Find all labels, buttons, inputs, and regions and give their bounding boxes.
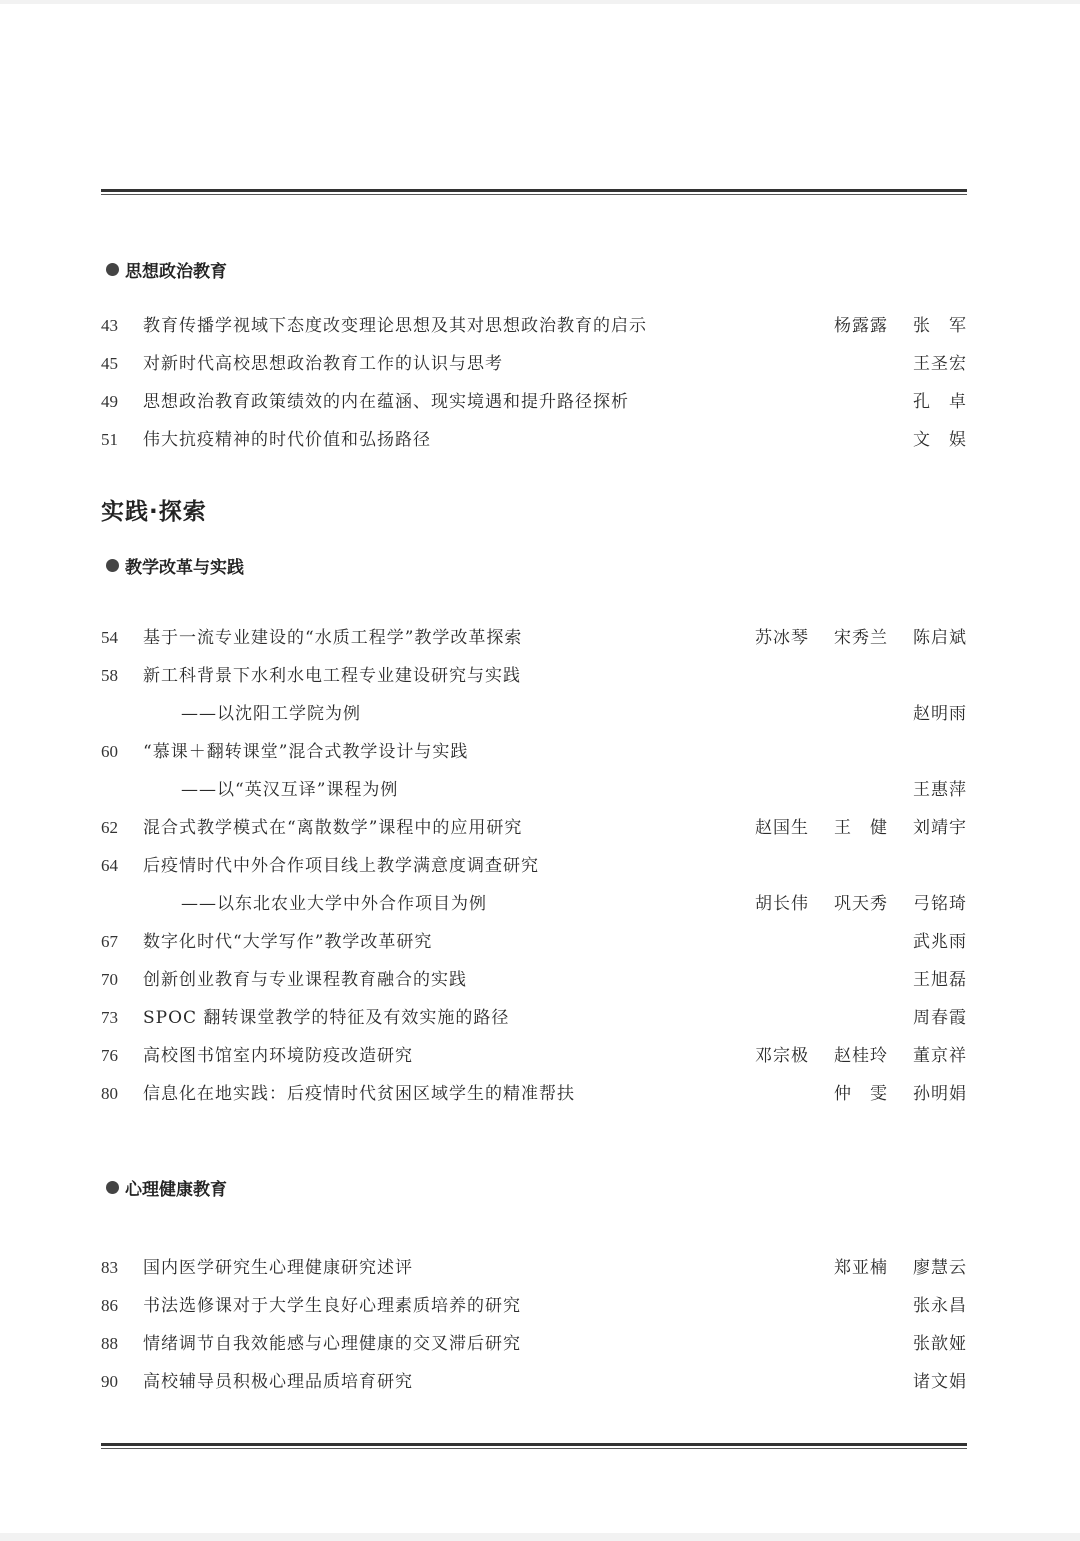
toc-entry[interactable] [101, 1370, 967, 1394]
bottom-double-rule [101, 1443, 967, 1449]
page-number: 70 [101, 970, 118, 989]
section-heading-mental-health [106, 1176, 227, 1198]
author-list [737, 1006, 967, 1030]
author-name: 廖慧云 [913, 1258, 967, 1278]
page-number: 73 [101, 1008, 118, 1027]
article-title: 伟大抗疫精神的时代价值和弘扬路径 [143, 430, 431, 450]
author-list [737, 778, 967, 802]
author-name: 郑亚楠 [834, 1258, 888, 1278]
article-title: 数字化时代“大学写作”教学改革研究 [143, 932, 433, 952]
article-subtitle: ——以沈阳工学院为例 [181, 704, 361, 724]
page-number: 45 [101, 354, 118, 373]
author-list [737, 1256, 967, 1280]
article-title: 思想政治教育政策绩效的内在蕴涵、现实境遇和提升路径探析 [143, 392, 629, 412]
author-list [737, 314, 967, 338]
page-number: 67 [101, 932, 118, 951]
page-number: 64 [101, 856, 118, 875]
page-number: 90 [101, 1372, 118, 1391]
author-name: 弓铭琦 [913, 894, 967, 914]
page-number: 80 [101, 1084, 118, 1103]
author-name: 赵国生 [755, 818, 809, 838]
section-heading-teaching-reform [106, 554, 244, 576]
bottom-page-band [0, 1533, 1080, 1541]
author-list [737, 1082, 967, 1106]
toc-entry[interactable] [101, 664, 967, 688]
author-list [737, 352, 967, 376]
page-number: 58 [101, 666, 118, 685]
author-name: 陈启斌 [913, 628, 967, 648]
article-title: 高校图书馆室内环境防疫改造研究 [143, 1046, 413, 1066]
author-name: 文 娱 [913, 430, 967, 450]
toc-entry[interactable] [101, 968, 967, 992]
author-name: 赵桂玲 [834, 1046, 888, 1066]
section-heading-label: 教学改革与实践 [125, 557, 244, 578]
toc-entry[interactable] [101, 1006, 967, 1030]
top-double-rule [101, 189, 967, 195]
author-name: 孙明娟 [913, 1084, 967, 1104]
article-title: “慕课＋翻转课堂”混合式教学设计与实践 [143, 742, 469, 762]
section-heading-label: 思想政治教育 [125, 261, 227, 282]
page-number: 43 [101, 316, 118, 335]
author-name: 武兆雨 [913, 932, 967, 952]
author-list [737, 892, 967, 916]
toc-entry[interactable] [101, 1294, 967, 1318]
toc-entry[interactable] [101, 1332, 967, 1356]
author-name: 刘靖宇 [913, 818, 967, 838]
toc-entry[interactable] [101, 1256, 967, 1280]
section-heading-ideological [106, 258, 227, 280]
author-name: 张歆娅 [913, 1334, 967, 1354]
author-name: 诸文娟 [913, 1372, 967, 1392]
toc-entry[interactable] [101, 740, 967, 764]
author-list [737, 1294, 967, 1318]
author-name: 王惠萍 [913, 780, 967, 800]
page-number: 76 [101, 1046, 118, 1065]
toc-entry[interactable] [101, 854, 967, 878]
author-name: 邓宗极 [755, 1046, 809, 1066]
toc-entry[interactable] [101, 314, 967, 338]
toc-entry-subtitle [101, 778, 967, 802]
author-name: 张永昌 [913, 1296, 967, 1316]
author-list [737, 702, 967, 726]
author-name: 王旭磊 [913, 970, 967, 990]
author-name: 王 健 [834, 818, 888, 838]
article-title: 书法选修课对于大学生良好心理素质培养的研究 [143, 1296, 521, 1316]
part-title: 实践·探索 [101, 499, 207, 525]
bullet-dot-icon [106, 263, 119, 276]
article-title: 新工科背景下水利水电工程专业建设研究与实践 [143, 666, 521, 686]
author-name: 周春霞 [913, 1008, 967, 1028]
author-name: 赵明雨 [913, 704, 967, 724]
author-list [737, 390, 967, 414]
toc-entry[interactable] [101, 352, 967, 376]
article-subtitle: ——以“英汉互译”课程为例 [181, 780, 399, 800]
author-list [737, 428, 967, 452]
author-name: 宋秀兰 [834, 628, 888, 648]
article-title: 信息化在地实践：后疫情时代贫困区域学生的精准帮扶 [143, 1084, 575, 1104]
author-name: 张 军 [913, 316, 967, 336]
bullet-dot-icon [106, 559, 119, 572]
author-name: 杨露露 [834, 316, 888, 336]
author-list [737, 626, 967, 650]
toc-entry-subtitle [101, 892, 967, 916]
article-title: 情绪调节自我效能感与心理健康的交叉滞后研究 [143, 1334, 521, 1354]
article-title: 教育传播学视域下态度改变理论思想及其对思想政治教育的启示 [143, 316, 647, 336]
toc-entry[interactable] [101, 816, 967, 840]
author-name: 孔 卓 [913, 392, 967, 412]
toc-entry[interactable] [101, 930, 967, 954]
article-title: 后疫情时代中外合作项目线上教学满意度调查研究 [143, 856, 539, 876]
top-page-band [0, 0, 1080, 4]
author-list [737, 1044, 967, 1068]
section-heading-label: 心理健康教育 [125, 1179, 227, 1200]
author-name: 巩天秀 [834, 894, 888, 914]
toc-entry[interactable] [101, 390, 967, 414]
article-title: 基于一流专业建设的“水质工程学”教学改革探索 [143, 628, 523, 648]
article-title: 对新时代高校思想政治教育工作的认识与思考 [143, 354, 503, 374]
author-name: 董京祥 [913, 1046, 967, 1066]
toc-entry-subtitle [101, 702, 967, 726]
toc-entry[interactable] [101, 428, 967, 452]
author-list [737, 930, 967, 954]
author-name: 胡长伟 [755, 894, 809, 914]
page-number: 62 [101, 818, 118, 837]
author-list [737, 1332, 967, 1356]
author-list [737, 816, 967, 840]
author-name: 苏冰琴 [755, 628, 809, 648]
article-title: SPOC 翻转课堂教学的特征及有效实施的路径 [143, 1008, 510, 1028]
toc-entry[interactable] [101, 1044, 967, 1068]
toc-entry[interactable] [101, 1082, 967, 1106]
page-number: 49 [101, 392, 118, 411]
bullet-dot-icon [106, 1181, 119, 1194]
author-name: 仲 雯 [834, 1084, 888, 1104]
page-number: 51 [101, 430, 118, 449]
author-list [737, 1370, 967, 1394]
page-number: 88 [101, 1334, 118, 1353]
author-name: 王圣宏 [913, 354, 967, 374]
article-title: 创新创业教育与专业课程教育融合的实践 [143, 970, 467, 990]
page-number: 86 [101, 1296, 118, 1315]
page-number: 60 [101, 742, 118, 761]
page-number: 83 [101, 1258, 118, 1277]
author-list [737, 968, 967, 992]
toc-entry[interactable] [101, 626, 967, 650]
article-title: 混合式教学模式在“离散数学”课程中的应用研究 [143, 818, 523, 838]
article-subtitle: ——以东北农业大学中外合作项目为例 [181, 894, 487, 914]
article-title: 高校辅导员积极心理品质培育研究 [143, 1372, 413, 1392]
page-number: 54 [101, 628, 118, 647]
article-title: 国内医学研究生心理健康研究述评 [143, 1258, 413, 1278]
